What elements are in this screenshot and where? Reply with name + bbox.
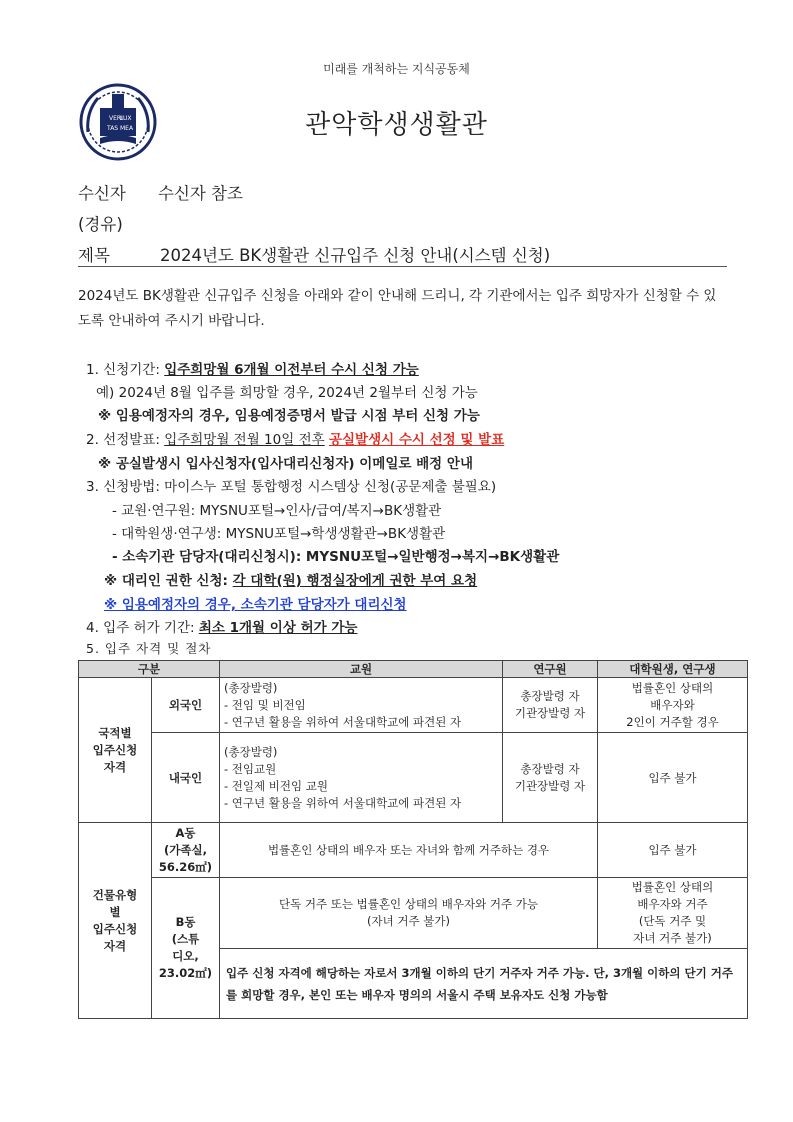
recipient-value: 수신자 참조	[158, 184, 243, 203]
item-2	[86, 428, 504, 448]
foreign-researcher: 총장발령 자 기관장발령 자	[503, 678, 598, 733]
svg-text:TAS: TAS	[107, 125, 119, 132]
subject-row	[78, 242, 550, 266]
foreign-faculty: (총장발령) - 전임 및 비전임 - 연구년 활용을 위하여 서울대학교에 파견된 자	[220, 678, 503, 733]
svg-text:VERI: VERI	[109, 115, 123, 122]
eligibility-table	[78, 660, 748, 1019]
header-category: 구분	[79, 661, 220, 678]
item-3-grad: - 대학원생·연구생: MYSNU포털→학생생활관→BK생활관	[112, 526, 446, 542]
b-dong-label: B동 (스튜 디오, 23.02㎡)	[152, 878, 220, 1019]
a-dong-label: A동 (가족실, 56.26㎡)	[152, 823, 220, 878]
b-dong-grad: 법률혼인 상태의 배우자와 거주 (단독 거주 및 자녀 거주 불가)	[598, 878, 748, 949]
item-4	[86, 616, 357, 636]
foreign-grad: 법률혼인 상태의 배우자와 2인이 거주할 경우	[598, 678, 748, 733]
foreign-label: 외국인	[152, 678, 220, 733]
recipient-row	[78, 180, 243, 204]
slogan: 미래를 개척하는 지식공동체	[323, 62, 470, 76]
item-4-value: 최소 1개월 이상 허가 가능	[198, 620, 358, 636]
group-nationality: 국적별 입주신청 자격	[79, 678, 152, 823]
b-dong-faculty: 단독 거주 또는 법률혼인 상태의 배우자와 거주 가능 (자녀 거주 불가)	[220, 878, 598, 949]
domestic-grad: 입주 불가	[598, 733, 748, 823]
item-2-note: ※ 공실발생시 입사신청자(입사대리신청자) 이메일로 배정 안내	[98, 456, 473, 472]
table-row	[79, 678, 748, 733]
subject-value: 2024년도 BK생활관 신규입주 신청 안내(시스템 신청)	[160, 246, 551, 265]
domestic-researcher: 총장발령 자 기관장발령 자	[503, 733, 598, 823]
item-1-example: 예) 2024년 8월 입주를 희망할 경우, 2024년 2월부터 신청 가능	[96, 385, 478, 401]
a-dong-grad: 입주 불가	[598, 823, 748, 878]
intro-paragraph: 2024년도 BK생활관 신규입주 신청을 아래와 같이 안내해 드리니, 각 기관에서는 입주 희망자가 신청할 수 있도록 안내하여 주시기 바랍니다.	[78, 288, 717, 329]
subject-label: 제목	[78, 246, 110, 265]
item-1	[86, 358, 419, 378]
domestic-faculty: (총장발령) - 전임교원 - 전일제 비전임 교원 - 연구년 활용을 위하여 서울대학교에 파견된 자	[220, 733, 503, 823]
item-3-appointee-note: ※ 임용예정자의 경우, 소속기관 담당자가 대리신청	[104, 597, 407, 613]
proxy-auth-value: 각 대학(원) 행정실장에게 권한 부여 요청	[232, 573, 478, 589]
item-3-faculty: - 교원·연구원: MYSNU포털→인사/급여/복지→BK생활관	[112, 503, 442, 519]
item-2-label: 2. 선정발표:	[86, 432, 165, 448]
item-1-note: ※ 임용예정자의 경우, 임용예정증명서 발급 시점 부터 신청 가능	[98, 408, 480, 424]
item-1-label: 1. 신청기간:	[86, 362, 165, 378]
item-5: 5. 입주 자격 및 절차	[86, 641, 212, 656]
item-2-value: 입주희망월 전월 10일 전후	[164, 432, 325, 448]
header-divider	[78, 266, 727, 267]
item-1-value: 입주희망월 6개월 이전부터 수시 신청 가능	[164, 362, 419, 378]
a-dong-faculty: 법률혼인 상태의 배우자 또는 자녀와 함께 거주하는 경우	[220, 823, 598, 878]
table-row	[79, 823, 748, 878]
item-4-label: 4. 입주 허가 기간:	[86, 620, 199, 636]
table-row	[79, 733, 748, 823]
header-faculty: 교원	[220, 661, 503, 678]
item-3: 3. 신청방법: 마이스누 포털 통합행정 시스템상 신청(공문제출 불필요)	[86, 479, 497, 495]
via-label: (경유)	[78, 215, 123, 234]
header-grad: 대학원생, 연구생	[598, 661, 748, 678]
header-researcher: 연구원	[503, 661, 598, 678]
proxy-auth-label: ※ 대리인 권한 신청:	[104, 573, 233, 589]
item-3-proxy-auth	[104, 569, 477, 589]
recipient-label: 수신자	[78, 184, 126, 203]
domestic-label: 내국인	[152, 733, 220, 823]
svg-text:LUX: LUX	[120, 115, 132, 122]
organization-name: 관악학생생활관	[305, 110, 488, 140]
table-row	[79, 878, 748, 949]
group-building: 건물유형 별 입주신청 자격	[79, 823, 152, 1019]
b-dong-note: 입주 신청 자격에 해당하는 자로서 3개월 이하의 단기 거주자 거주 가능. 단, 3개월 이하의 단기 거주를 희망할 경우, 본인 또는 배우자 명의의 서울시 주택 보유자도 신청 가능함	[220, 949, 748, 1019]
item-3-proxy: - 소속기관 담당자(대리신청시): MYSNU포털→일반행정→복지→BK생활관	[112, 549, 560, 565]
item-2-highlight: 공실발생시 수시 선정 및 발표	[328, 432, 505, 448]
svg-text:MEA: MEA	[120, 125, 134, 132]
table-header-row	[79, 661, 748, 678]
